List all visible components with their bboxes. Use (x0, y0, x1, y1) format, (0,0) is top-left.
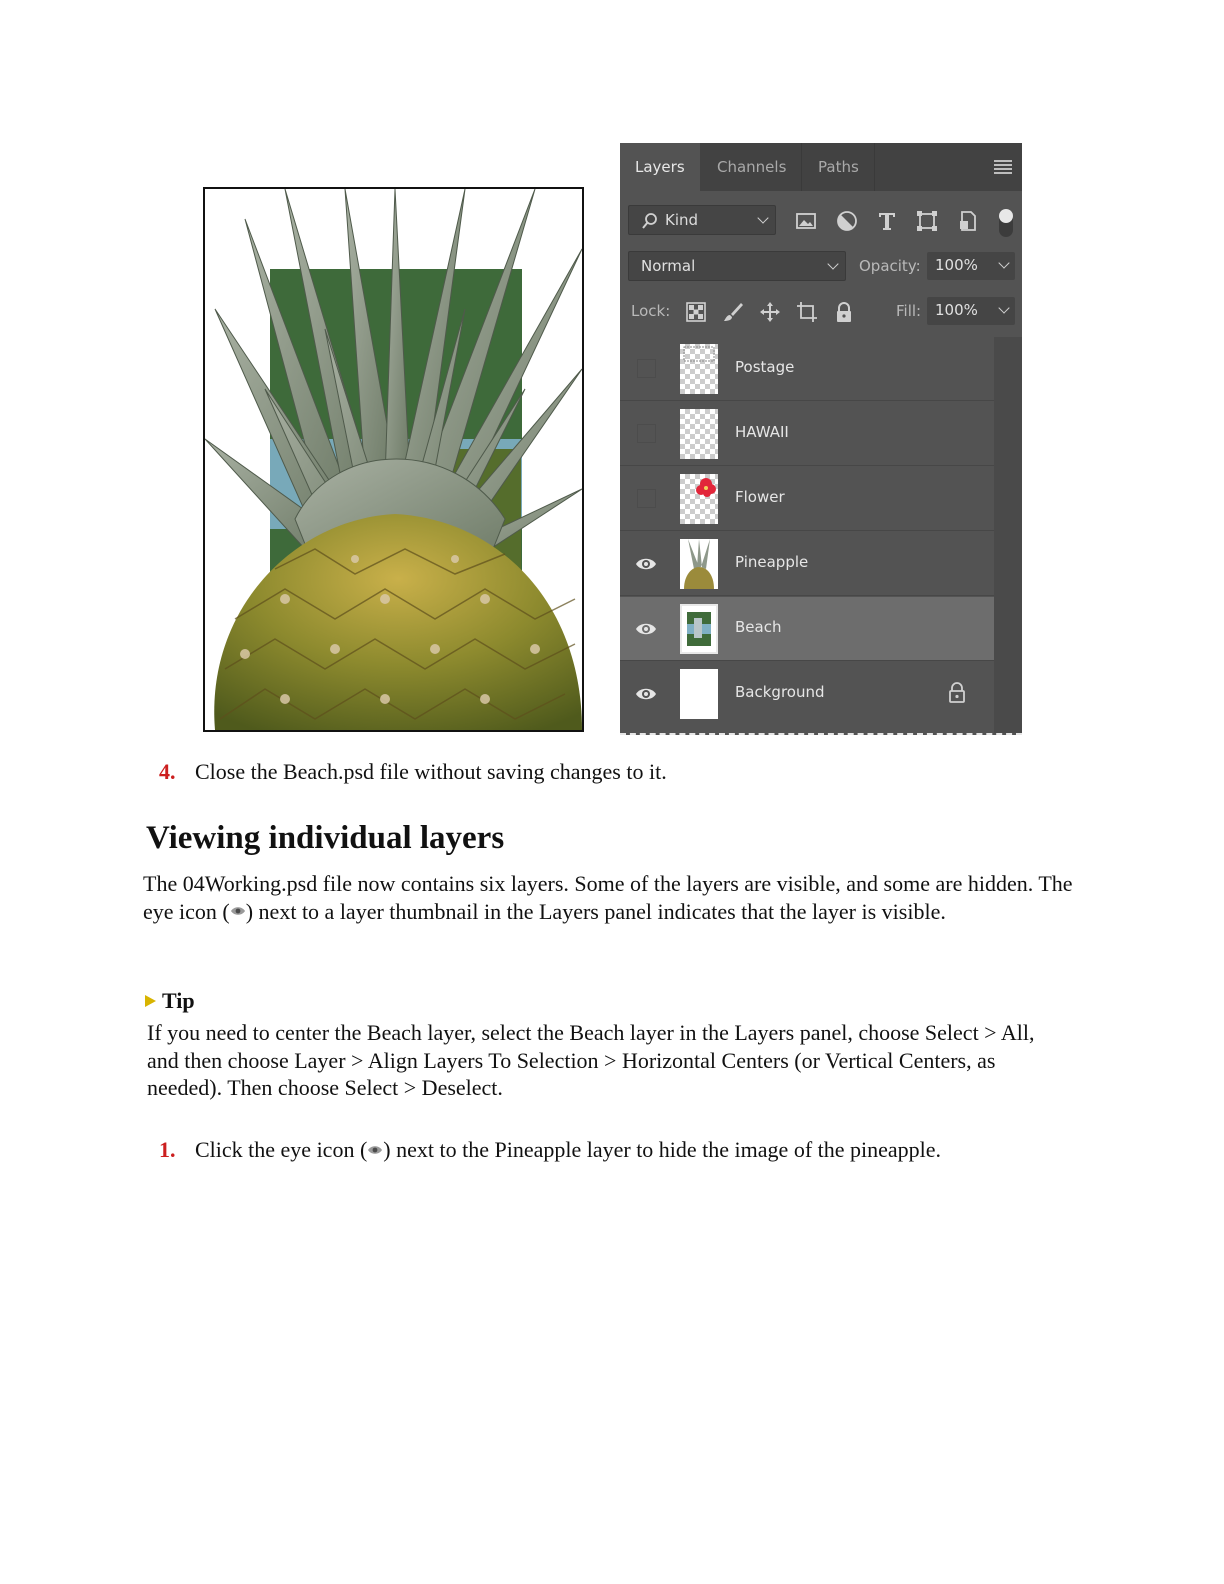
layer-name: Pineapple (735, 553, 809, 571)
layer-row-pineapple[interactable] (620, 532, 994, 596)
fill-value: 100% (935, 301, 978, 319)
step-text-start: Click the eye icon ( (195, 1137, 368, 1162)
smart-object-filter-icon[interactable] (956, 209, 980, 233)
opacity-field[interactable] (927, 252, 1015, 280)
intro-paragraph (143, 870, 1073, 925)
layer-row-flower[interactable] (620, 467, 994, 531)
lock-icon (947, 681, 967, 703)
tip-heading (145, 988, 195, 1014)
layer-name: Postage (735, 358, 795, 376)
eye-icon[interactable] (634, 552, 658, 576)
section-heading: Viewing individual layers (146, 820, 505, 856)
blend-mode-select[interactable] (628, 251, 846, 281)
lock-transparent-pixels-icon[interactable] (685, 301, 707, 323)
layer-thumbnail (680, 604, 718, 654)
tip-title: Tip (162, 988, 195, 1013)
layers-scrollbar[interactable] (994, 337, 1022, 735)
layer-name: Flower (735, 488, 785, 506)
pineapple-artwork (203, 187, 584, 732)
kind-label: Kind (665, 211, 699, 229)
fill-field[interactable] (927, 297, 1015, 325)
lock-all-icon[interactable] (833, 301, 855, 323)
layer-name: Background (735, 683, 825, 701)
layers-panel (620, 143, 1022, 735)
adjustment-filter-icon[interactable] (835, 209, 859, 233)
layer-thumbnail (680, 409, 718, 459)
opacity-label: Opacity: (859, 257, 921, 275)
image-filter-icon[interactable] (794, 209, 818, 233)
lock-image-pixels-icon[interactable] (722, 301, 744, 323)
layer-thumbnail (680, 539, 718, 589)
step-text: Close the Beach.psd file without saving changes to it. (195, 759, 667, 784)
layer-row-postage[interactable] (620, 337, 994, 401)
layer-thumbnail (680, 344, 718, 394)
search-icon (641, 212, 659, 230)
filter-kind-select[interactable] (628, 205, 776, 235)
layer-row-beach[interactable] (620, 597, 994, 661)
filter-toggle-switch[interactable] (997, 205, 1015, 239)
lock-label: Lock: (631, 302, 671, 320)
eye-icon (367, 1144, 383, 1156)
blend-mode-value: Normal (641, 257, 696, 275)
fill-label: Fill: (896, 302, 922, 320)
chevron-down-icon (998, 302, 1009, 313)
layer-name: HAWAII (735, 423, 789, 441)
chevron-down-icon (998, 257, 1009, 268)
step-number: 4. (159, 759, 176, 784)
tab-channels[interactable]: Channels (702, 143, 802, 191)
intro-text-end: ) next to a layer thumbnail in the Layers panel indicates that the layer is visible. (245, 898, 946, 924)
chevron-down-icon (757, 212, 768, 223)
visibility-toggle-off[interactable] (637, 424, 656, 443)
tab-layers[interactable]: Layers (620, 143, 700, 191)
eye-icon[interactable] (634, 682, 658, 706)
layer-thumbnail (680, 474, 718, 524)
layer-row-background[interactable] (620, 662, 994, 726)
panel-menu-icon[interactable] (994, 160, 1012, 174)
visibility-toggle-off[interactable] (637, 359, 656, 378)
shape-filter-icon[interactable] (915, 209, 939, 233)
eye-icon (230, 905, 246, 917)
layer-name: Beach (735, 618, 782, 636)
layer-thumbnail (680, 669, 718, 719)
tip-body: If you need to center the Beach layer, select the Beach layer in the Layers panel, choose Select > All, and then choose Layer > Align Layers To Selection > Horizontal Centers (or Vertical Centers, as needed). Then choose Select > Deselect. (147, 1020, 1035, 1100)
panel-tab-bar (620, 143, 1022, 191)
lock-position-icon[interactable] (759, 301, 781, 323)
pineapple-image (205, 189, 582, 730)
layer-row-hawaii[interactable] (620, 402, 994, 466)
type-filter-icon[interactable] (875, 209, 899, 233)
step-number: 1. (159, 1137, 176, 1162)
lock-artboard-icon[interactable] (796, 301, 818, 323)
chevron-down-icon (827, 258, 838, 269)
intro-text-start: The 04Working.psd file now contains six layers. Some of the layers are visible, and some are hidden. The eye icon ( (143, 871, 1073, 924)
step-text-end: ) next to the Pineapple layer to hide the image of the pineapple. (383, 1137, 942, 1162)
tip-marker-icon (145, 995, 156, 1007)
eye-icon[interactable] (634, 617, 658, 641)
opacity-value: 100% (935, 256, 978, 274)
tab-paths[interactable]: Paths (803, 143, 875, 191)
step-text (195, 1137, 941, 1163)
visibility-toggle-off[interactable] (637, 489, 656, 508)
